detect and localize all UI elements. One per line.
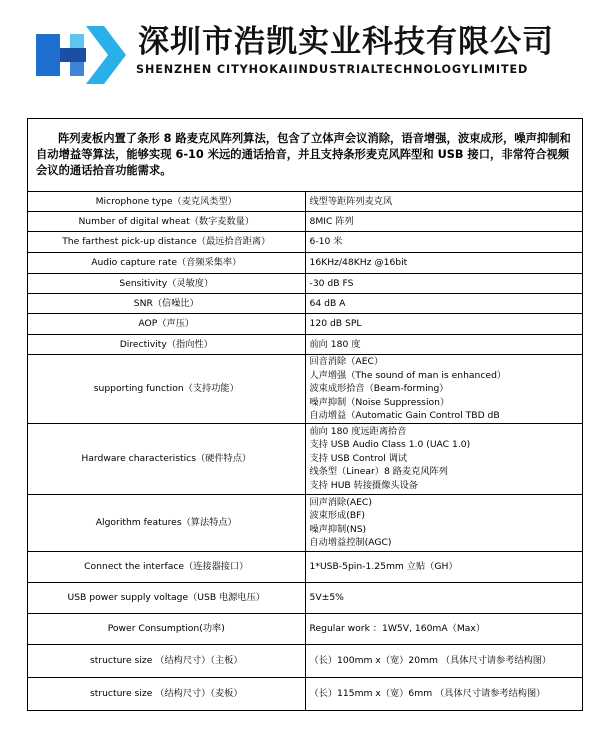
spec-label: SNR（信噪比） bbox=[28, 294, 306, 314]
spec-value-line: 6-10 米 bbox=[309, 236, 343, 248]
spec-value-line: 噪声抑制（Noise Suppression） bbox=[309, 396, 450, 408]
spec-value bbox=[305, 335, 583, 355]
spec-row bbox=[28, 192, 583, 212]
spec-value-line: 支持 USB Control 调试 bbox=[309, 452, 408, 464]
spec-row bbox=[28, 212, 583, 232]
spec-label: Number of digital wheat（数字麦数量） bbox=[28, 212, 306, 232]
spec-label: Sensitivity（灵敏度） bbox=[28, 274, 306, 294]
spec-value-line: 回音消除（AEC） bbox=[309, 356, 384, 367]
spec-label: USB power supply voltage（USB 电源电压） bbox=[28, 582, 306, 613]
spec-value bbox=[305, 551, 583, 582]
spec-value-line: 噪声抑制(NS) bbox=[309, 523, 367, 535]
spec-row bbox=[28, 355, 583, 424]
spec-label: Connect the interface（连接器接口） bbox=[28, 551, 306, 582]
spec-value-line: 波束成形拾音（Beam-forming） bbox=[309, 383, 449, 394]
company-name-en: SHENZHEN CITYHOKAIINDUSTRIALTECHNOLOGYLIMITED bbox=[136, 63, 529, 76]
spec-value bbox=[305, 294, 583, 314]
spec-row bbox=[28, 677, 583, 710]
spec-value-line: Regular work ：1W5V, 160mA（Max） bbox=[309, 622, 486, 634]
spec-value-line: 人声增强（The sound of man is enhanced） bbox=[309, 369, 507, 381]
spec-value-line: （长）115mm x（宽）6mm （具体尺寸请参考结构图） bbox=[309, 687, 546, 699]
spec-value-line: 前向 180 度远距离拾音 bbox=[309, 425, 407, 437]
spec-value-line: -30 dB FS bbox=[309, 277, 354, 289]
spec-value bbox=[305, 192, 583, 212]
spec-row bbox=[28, 551, 583, 582]
spec-label: Hardware characteristics（硬件特点） bbox=[28, 423, 306, 494]
spec-value bbox=[305, 274, 583, 294]
spec-label: Algorithm features（算法特点） bbox=[28, 494, 306, 551]
spec-row bbox=[28, 253, 583, 274]
spec-value-line: 8MIC 阵列 bbox=[309, 215, 354, 227]
spec-value-line: 波束形成(BF) bbox=[309, 510, 366, 521]
spec-value bbox=[305, 582, 583, 613]
spec-row bbox=[28, 613, 583, 644]
spec-value-line: 支持 HUB 转接摄像头设备 bbox=[309, 479, 418, 491]
spec-label: Microphone type（麦克风类型） bbox=[28, 192, 306, 212]
spec-label: structure size （结构尺寸）（麦板） bbox=[28, 677, 306, 710]
spec-label: Directivity（指向性） bbox=[28, 335, 306, 355]
spec-value bbox=[305, 314, 583, 335]
spec-label: structure size （结构尺寸）（主板） bbox=[28, 644, 306, 677]
spec-value bbox=[305, 677, 583, 710]
spec-row bbox=[28, 423, 583, 494]
spec-value-line: 5V±5% bbox=[309, 591, 344, 603]
spec-value-line: 前向 180 度 bbox=[309, 338, 361, 350]
spec-value bbox=[305, 232, 583, 253]
spec-value-line: 自动增益控制(AGC) bbox=[309, 537, 392, 548]
company-logo-icon bbox=[34, 24, 130, 86]
intro-cell bbox=[28, 119, 583, 192]
spec-row bbox=[28, 232, 583, 253]
spec-value bbox=[305, 355, 583, 424]
spec-row bbox=[28, 294, 583, 314]
spec-row bbox=[28, 644, 583, 677]
spec-value-line: 1*USB-5pin-1.25mm 立贴（GH） bbox=[309, 560, 458, 572]
spec-row bbox=[28, 582, 583, 613]
spec-row bbox=[28, 335, 583, 355]
spec-value bbox=[305, 212, 583, 232]
spec-value bbox=[305, 423, 583, 494]
spec-label: The farthest pick-up distance（最远拾音距离） bbox=[28, 232, 306, 253]
spec-value bbox=[305, 644, 583, 677]
spec-label: Audio capture rate（音频采集率） bbox=[28, 253, 306, 274]
company-header bbox=[0, 0, 599, 110]
spec-value-line: 自动增益（Automatic Gain Control TBD dB bbox=[309, 410, 500, 421]
spec-value bbox=[305, 494, 583, 551]
spec-rows bbox=[28, 192, 583, 711]
spec-row bbox=[28, 274, 583, 294]
spec-value bbox=[305, 253, 583, 274]
spec-table bbox=[27, 118, 583, 711]
spec-value-line: 120 dB SPL bbox=[309, 318, 362, 330]
spec-row bbox=[28, 494, 583, 551]
spec-value-line: 线型等距阵列麦克风 bbox=[309, 195, 393, 207]
spec-row bbox=[28, 314, 583, 335]
company-name-cn: 深圳市浩凯实业科技有限公司 bbox=[138, 24, 554, 60]
spec-label: AOP（声压） bbox=[28, 314, 306, 335]
spec-value-line: 线条型（Linear）8 路麦克风阵列 bbox=[309, 466, 448, 478]
intro-row bbox=[28, 119, 583, 192]
spec-value-line: 回声消除(AEC) bbox=[309, 496, 372, 508]
spec-value-line: 64 dB A bbox=[309, 297, 346, 309]
spec-label: supporting function（支持功能） bbox=[28, 355, 306, 424]
spec-value-line: 支持 USB Audio Class 1.0 (UAC 1.0) bbox=[309, 439, 471, 451]
intro-text: 阵列麦板内置了条形 8 路麦克风阵列算法，包含了立体声会议消除，语音增强，波束成形，噪声抑制和自动增益等算法，能够实现 6-10 米远的通话拾音，并且支持条形麦克风阵型和 USB 接口，非常符合视频会议的通话拾音功能需求。 bbox=[36, 132, 571, 177]
spec-value-line: （长）100mm x（宽）20mm （具体尺寸请参考结构图） bbox=[309, 654, 552, 666]
spec-label: Power Consumption(功率) bbox=[28, 613, 306, 644]
spec-value-line: 16KHz/48KHz @16bit bbox=[309, 257, 408, 269]
spec-value bbox=[305, 613, 583, 644]
